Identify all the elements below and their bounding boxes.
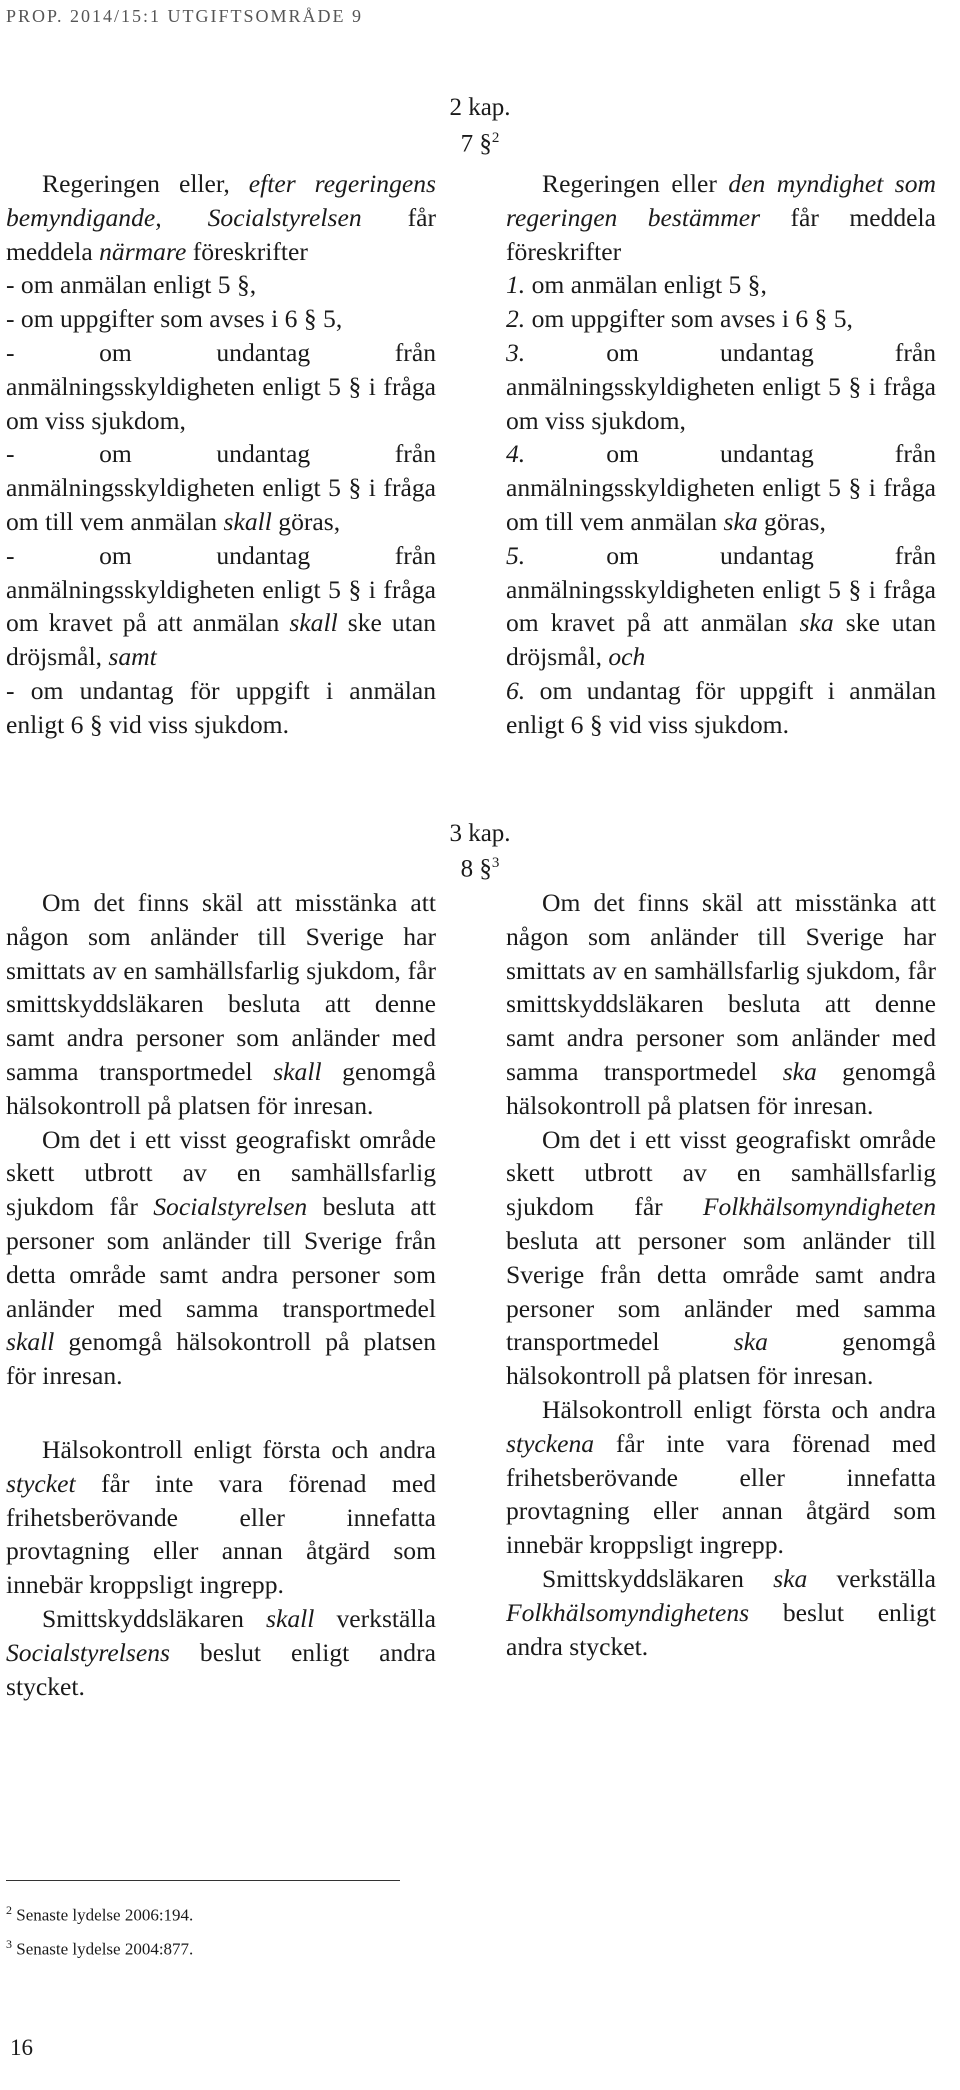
body-emphasis: styckena [506, 1428, 595, 1458]
proposed-text-column-section1 [506, 167, 936, 742]
list-item-text: ske utan dröjsmål, [6, 608, 436, 672]
list-item-emphasis: och [608, 642, 646, 672]
list-item-emphasis: samt [108, 642, 157, 672]
list-item-text: om undantag från anmälningsskyldigheten enligt 5 § i fråga om viss sjukdom, [506, 337, 936, 435]
body-text: Smittskyddsläkaren [542, 1563, 744, 1593]
body-emphasis: ska [733, 1327, 768, 1357]
body-emphasis: stycket [6, 1468, 76, 1498]
footnote-number: 2 [6, 1903, 12, 1917]
body-text: Hälsokontroll enligt första och andra [542, 1394, 936, 1424]
body-paragraph [506, 1393, 936, 1562]
list-item [6, 437, 436, 538]
numbered-item [506, 539, 936, 674]
body-emphasis: Socialstyrelsen [153, 1192, 308, 1222]
running-head: PROP. 2014/15:1 UTGIFTSOMRÅDE 9 [6, 6, 364, 26]
current-text-column-section1 [6, 167, 436, 742]
proposed-text-column-section2 [506, 886, 936, 1663]
page-number: 16 [10, 2035, 33, 2060]
footnote-3 [6, 1930, 193, 1964]
list-item-text: göras, [764, 506, 826, 536]
intro-emphasis: närmare [99, 236, 187, 266]
list-item-emphasis: ska [799, 608, 834, 638]
body-emphasis: skall [273, 1056, 322, 1086]
body-text: Hälsokontroll enligt första och andra [42, 1434, 436, 1464]
list-item-text: - om undantag från anmälningsskyldigheten enligt 5 § i fråga om till vem anmälan [6, 439, 436, 536]
list-item-text: göras, [278, 506, 341, 536]
body-text: besluta att personer som anländer till Sverige från detta område samt andra personer som anländer med samma transportmedel [506, 1225, 936, 1357]
intro-text: får meddela föreskrifter [506, 202, 937, 266]
numbered-item [506, 268, 936, 302]
intro-emphasis: efter regeringens bemyndigande, Socialstyrelsen [6, 169, 436, 232]
body-paragraph [6, 1602, 436, 1703]
body-text: Om det finns skäl att misstänka att någon som anländer till Sverige har smittats av en samhällsfarlig sjukdom, får smittskyddsläkaren besluta att denne samt andra personer som anländer med samma transportmedel [6, 888, 436, 1086]
body-text: Om det finns skäl att misstänka att någon som anländer till Sverige har smittats av en samhällsfarlig sjukdom, får smittskyddsläkaren besluta att denne samt andra personer som anländer med samma transportmedel [506, 888, 936, 1086]
body-emphasis: Folkhälsomyndighetens [506, 1597, 750, 1627]
body-emphasis: Socialstyrelsens [6, 1637, 170, 1667]
body-text: Smittskyddsläkaren [42, 1603, 244, 1633]
item-number: 3. [506, 337, 526, 367]
item-number: 2. [506, 304, 526, 334]
body-text: genomgå hälsokontroll på platsen för inresan. [506, 1327, 936, 1391]
body-text: verkställa [336, 1603, 436, 1633]
paragraph-number-8 [0, 855, 960, 883]
body-text: Om det i ett visst geografiskt område skett utbrott av en samhällsfarlig sjukdom får [506, 1124, 936, 1222]
body-emphasis: skall [6, 1327, 55, 1357]
numbered-item [506, 437, 936, 538]
list-item-text: ske utan dröjsmål, [506, 608, 936, 672]
intro-text: Regeringen eller, [42, 169, 230, 198]
list-item: - om undantag för uppgift i anmälan enligt 6 § vid viss sjukdom. [6, 675, 436, 739]
body-emphasis: skall [266, 1603, 315, 1633]
intro-text: Regeringen eller [542, 169, 717, 198]
list-item: - om undantag från anmälningsskyldigheten enligt 5 § i fråga om viss sjukdom, [6, 337, 436, 435]
numbered-item [506, 302, 936, 336]
body-text: genomgå hälsokontroll på platsen för inresan. [506, 1056, 936, 1120]
paragraph-number-7 [0, 130, 960, 158]
list-item-text: om undantag från anmälningsskyldigheten enligt 5 § i fråga om kravet på att anmälan [506, 540, 936, 638]
body-emphasis: ska [782, 1056, 817, 1086]
chapter-heading-2: 2 kap. [449, 94, 511, 121]
footnote-text: Senaste lydelse 2006:194. [16, 1905, 194, 1925]
body-text: genomgå hälsokontroll på platsen för inresan. [6, 1056, 436, 1120]
body-text: genomgå hälsokontroll på platsen för inresan. [6, 1327, 436, 1391]
body-emphasis: ska [773, 1563, 808, 1593]
intro-text: får meddela [6, 202, 436, 266]
footnote-rule [6, 1880, 400, 1881]
body-paragraph [506, 886, 936, 1123]
footnote-ref-2: 2 [491, 130, 500, 146]
body-paragraph [6, 886, 436, 1123]
body-text: Om det i ett visst geografiskt område skett utbrott av en samhällsfarlig sjukdom får [6, 1124, 436, 1222]
intro-emphasis: den myndighet som regeringen bestämmer [506, 169, 936, 232]
body-paragraph [6, 1433, 436, 1602]
body-text: får inte vara förenad med frihetsberövande eller innefatta provtagning eller annan åtgärd som innebär kroppsligt ingrepp. [6, 1468, 436, 1600]
numbered-item [506, 336, 936, 437]
list-item: - om anmälan enligt 5 §, [6, 270, 257, 300]
list-item: - om uppgifter som avses i 6 § 5, [6, 304, 343, 334]
chapter-heading-3: 3 kap. [449, 820, 511, 847]
list-item-emphasis: skall [289, 608, 338, 638]
footnote-ref-3: 3 [491, 855, 500, 871]
numbered-item [506, 674, 936, 742]
body-paragraph [506, 1562, 936, 1663]
body-text: beslut enligt andra stycket. [6, 1637, 436, 1701]
paragraph-label: 7 § [460, 130, 492, 158]
item-number: 1. [506, 270, 526, 300]
footnote-text: Senaste lydelse 2004:877. [16, 1939, 194, 1959]
list-item-emphasis: skall [223, 506, 272, 536]
paragraph-gap [6, 1393, 436, 1433]
current-text-column-section2 [6, 886, 436, 1703]
body-text: besluta att personer som anländer till Sverige från detta område samt andra personer som anländer med samma transportmedel [6, 1192, 436, 1323]
list-item [6, 539, 436, 674]
paragraph-label: 8 § [460, 855, 492, 883]
item-number: 6. [506, 675, 526, 705]
footnote-number: 3 [6, 1936, 12, 1951]
list-item-emphasis: ska [723, 506, 758, 536]
list-item-text: om anmälan enligt 5 §, [531, 270, 767, 300]
intro-paragraph [6, 167, 436, 268]
intro-paragraph [506, 167, 936, 268]
list-item-text: om uppgifter som avses i 6 § 5, [531, 304, 853, 334]
list-item-text: - om undantag från anmälningsskyldigheten enligt 5 § i fråga om kravet på att anmälan [6, 540, 436, 638]
body-paragraph [6, 1123, 436, 1393]
body-text: verkställa [836, 1563, 936, 1593]
intro-text: föreskrifter [192, 236, 308, 266]
item-number: 4. [506, 439, 526, 469]
footnote-2 [6, 1896, 193, 1930]
list-item-text: om undantag från anmälningsskyldigheten enligt 5 § i fråga om till vem anmälan [506, 439, 936, 536]
item-number: 5. [506, 540, 526, 570]
body-text: beslut enligt andra stycket. [506, 1597, 936, 1661]
body-text: får inte vara förenad med frihetsberövande eller innefatta provtagning eller annan åtgärd som innebär kroppsligt ingrepp. [506, 1428, 937, 1560]
footnotes [6, 1896, 193, 1963]
body-emphasis: Folkhälsomyndigheten [702, 1192, 936, 1222]
list-item-text: om undantag för uppgift i anmälan enligt 6 § vid viss sjukdom. [506, 675, 936, 739]
body-paragraph [506, 1123, 936, 1393]
